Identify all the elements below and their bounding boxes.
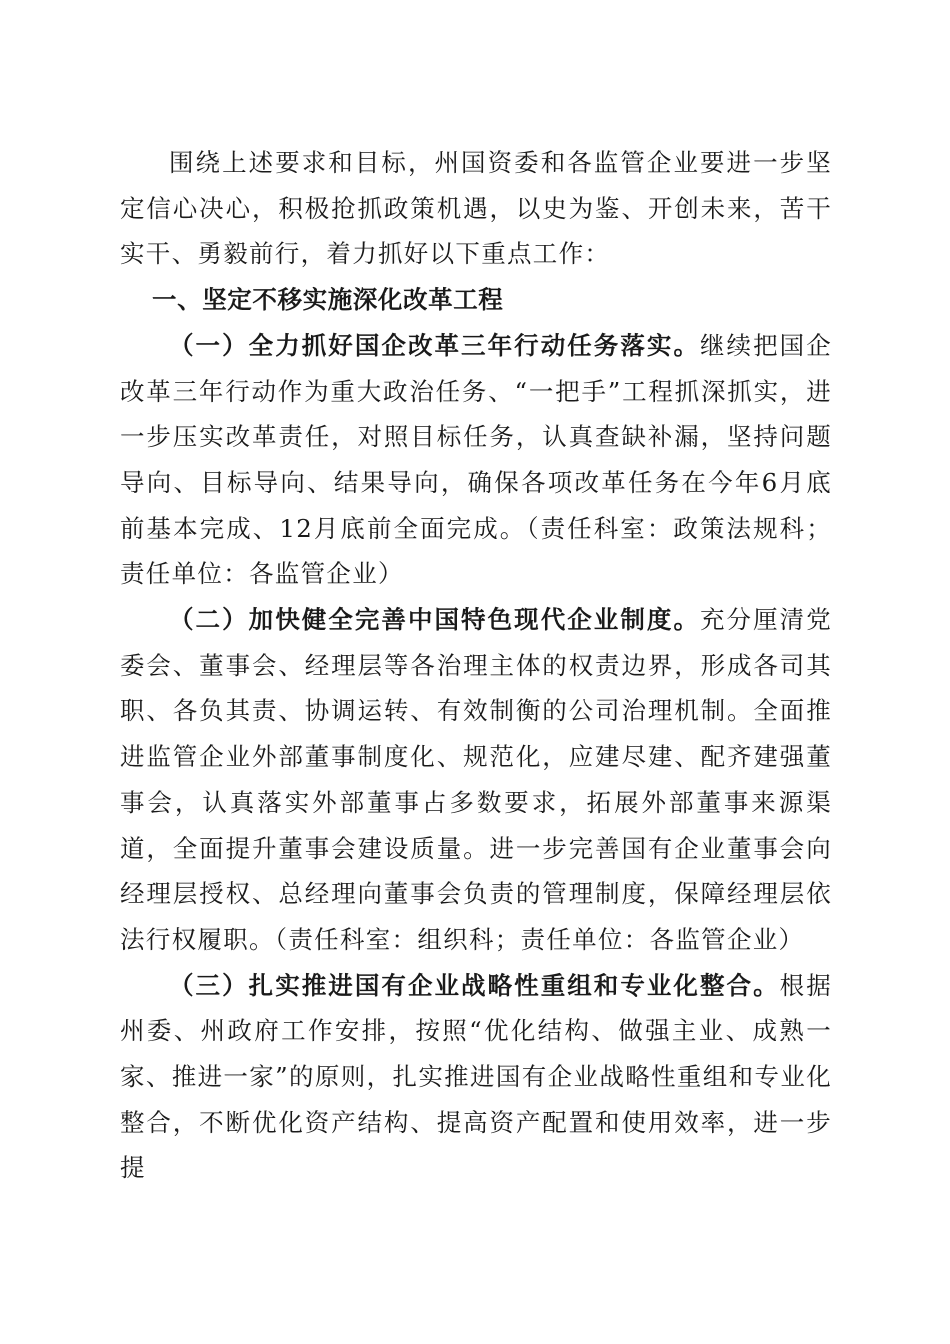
item-lead-1: （一）全力抓好国企改革三年行动任务落实。 xyxy=(169,330,700,360)
item-lead-2: （二）加快健全完善中国特色现代企业制度。 xyxy=(169,605,700,635)
intro-paragraph: 围绕上述要求和目标，州国资委和各监管企业要进一步坚定信心决心，积极抢抓政策机遇，以史为鉴、开创未来，苦干实干、勇毅前行，着力抓好以下重点工作： xyxy=(120,148,832,269)
item-body-1: 继续把国企改革三年行动作为重大政治任务、“一把手”工程抓深抓实，进一步压实改革责任，对照目标任务，认真查缺补漏，坚持问题导向、目标导向、结果导向，确保各项改革任务在今年6月底前基本完成、12月底前全面完成。（责任科室：政策法规科；责任单位：各监管企业） xyxy=(120,330,832,589)
section-heading: 一、坚定不移实施深化改革工程 xyxy=(152,285,504,315)
item-paragraph-3 xyxy=(120,963,832,1192)
item-body-3: 根据州委、州政府工作安排，按照“优化结构、做强主业、成熟一家、推进一家”的原则，扎实推进国有企业战略性重组和专业化整合，不断优化资产结构、提高资产配置和使用效率，进一步提 xyxy=(120,970,832,1183)
item-paragraph-1 xyxy=(120,323,832,597)
document-page xyxy=(120,140,832,1191)
item-lead-3: （三）扎实推进国有企业战略性重组和专业化整合。 xyxy=(169,970,780,1000)
item-paragraph-2 xyxy=(120,597,832,963)
item-body-2: 充分厘清党委会、董事会、经理层等各治理主体的权责边界，形成各司其职、各负其责、协调运转、有效制衡的公司治理机制。全面推进监管企业外部董事制度化、规范化，应建尽建、配齐建强董事会，认真落实外部董事占多数要求，拓展外部董事来源渠道，全面提升董事会建设质量。进一步完善国有企业董事会向经理层授权、总经理向董事会负责的管理制度，保障经理层依法行权履职。（责任科室：组织科；责任单位：各监管企业） xyxy=(120,605,832,954)
